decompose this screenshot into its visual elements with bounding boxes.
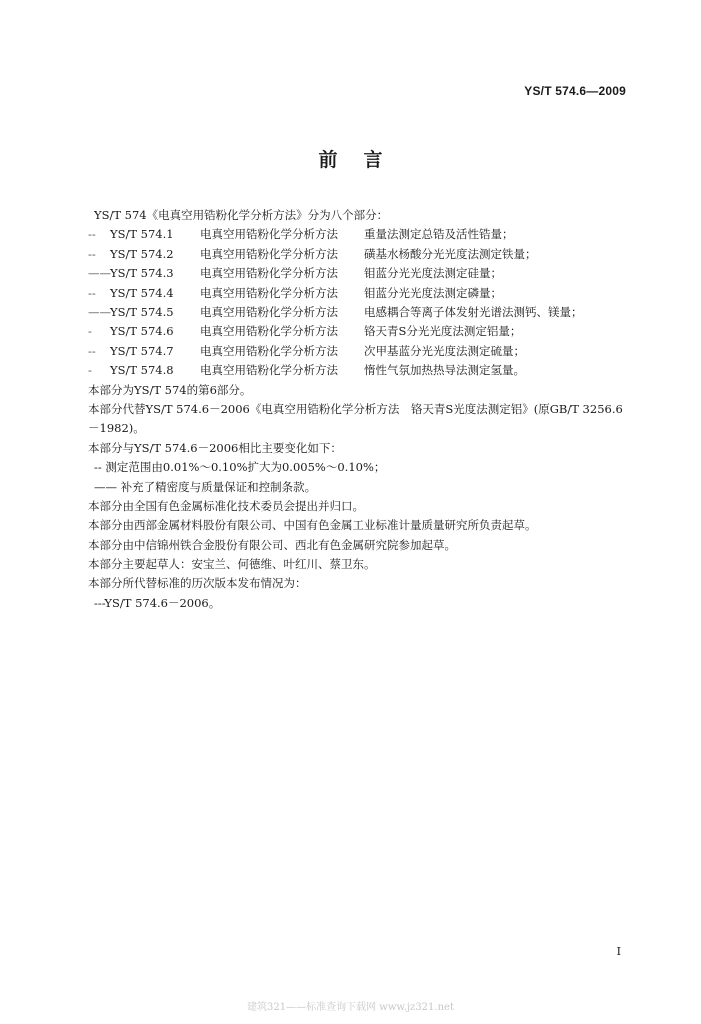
- part-method: 钼蓝分光光度法测定硅量；: [364, 266, 502, 281]
- list-item: [88, 361, 628, 380]
- part-code: YS/T 574.8: [110, 363, 174, 378]
- list-item: [88, 322, 628, 341]
- part-series: 电真空用锆粉化学分析方法: [200, 246, 338, 261]
- list-dash: --: [88, 343, 96, 358]
- part-code: YS/T 574.3: [110, 266, 174, 281]
- part-method: 磺基水杨酸分光光度法测定铁量；: [364, 246, 537, 261]
- part-code: YS/T 574.7: [110, 343, 174, 358]
- part-series: 电真空用锆粉化学分析方法: [200, 227, 338, 242]
- list-item: [88, 264, 628, 283]
- part-series: 电真空用锆粉化学分析方法: [200, 343, 338, 358]
- part-code: YS/T 574.4: [110, 285, 174, 300]
- part-method: 重量法测定总锆及活性锆量；: [364, 227, 514, 242]
- paragraph-drafted-by: 本部分由西部金属材料股份有限公司、中国有色金属工业标准计量质量研究所负责起草。: [88, 518, 537, 533]
- part-code: YS/T 574.1: [110, 227, 174, 242]
- intro-line: YS/T 574《电真空用锆粉化学分析方法》分为八个部分：: [94, 208, 389, 222]
- paragraph-drafters: 本部分主要起草人：安宝兰、何德维、叶红川、蔡卫东。: [88, 557, 376, 572]
- part-method: 铬天青S分光光度法测定铝量；: [364, 324, 522, 339]
- list-dash: --: [88, 227, 96, 242]
- paragraph-participants: 本部分由中信锦州铁合金股份有限公司、西北有色金属研究院参加起草。: [88, 537, 456, 552]
- part-code: YS/T 574.6: [110, 324, 174, 339]
- part-method: 钼蓝分光光度法测定磷量；: [364, 285, 502, 300]
- part-method: 次甲基蓝分光光度法测定硫量；: [364, 343, 525, 358]
- part-series: 电真空用锆粉化学分析方法: [200, 324, 338, 339]
- part-series: 电真空用锆粉化学分析方法: [200, 285, 338, 300]
- paragraph-part-number: 本部分为YS/T 574的第6部分。: [88, 382, 252, 397]
- page-title: 前言: [318, 149, 409, 171]
- part-series: 电真空用锆粉化学分析方法: [200, 266, 338, 281]
- list-dash: --: [88, 285, 96, 300]
- part-method: 惰性气氛加热热导法测定氢量。: [364, 363, 525, 378]
- list-dash: -: [88, 324, 92, 339]
- list-dash: --: [88, 246, 96, 261]
- list-dash: ——: [88, 304, 111, 319]
- list-item: [88, 284, 628, 303]
- list-dash: -: [88, 363, 92, 378]
- foreword-body: [88, 206, 628, 613]
- page-number: I: [616, 945, 621, 958]
- footer-watermark: 建筑321——标准查询下载网 www.jz321.net: [247, 1002, 454, 1013]
- paragraph-proposed-by: 本部分由全国有色金属标准化技术委员会提出并归口。: [88, 498, 364, 513]
- list-item: [88, 245, 628, 264]
- history-item: ---YS/T 574.6－2006。: [94, 595, 221, 610]
- list-item: [88, 342, 628, 361]
- paragraph-history: 本部分所代替标准的历次版本发布情况为：: [88, 576, 307, 591]
- part-code: YS/T 574.5: [110, 304, 174, 319]
- standard-code: YS/T 574.6—2009: [524, 84, 626, 98]
- changes-item-range: -- 测定范围由0.01%～0.10%扩大为0.005%～0.10%；: [94, 460, 386, 475]
- changes-item-precision: —— 补充了精密度与质量保证和控制条款。: [94, 479, 317, 494]
- list-item: [88, 303, 628, 322]
- part-method: 电感耦合等离子体发射光谱法测钙、镁量；: [364, 304, 583, 319]
- list-item: [88, 225, 628, 244]
- part-series: 电真空用锆粉化学分析方法: [200, 304, 338, 319]
- part-series: 电真空用锆粉化学分析方法: [200, 363, 338, 378]
- part-code: YS/T 574.2: [110, 246, 174, 261]
- parts-list: [88, 225, 628, 380]
- paragraph-changes: 本部分与YS/T 574.6－2006相比主要变化如下：: [88, 440, 342, 455]
- list-dash: ——: [88, 266, 111, 281]
- paragraph-replaces: 本部分代替YS/T 574.6－2006《电真空用锆粉化学分析方法 铬天青S光度法测定铝》(原GB/T 3256.6－1982)。: [88, 401, 623, 436]
